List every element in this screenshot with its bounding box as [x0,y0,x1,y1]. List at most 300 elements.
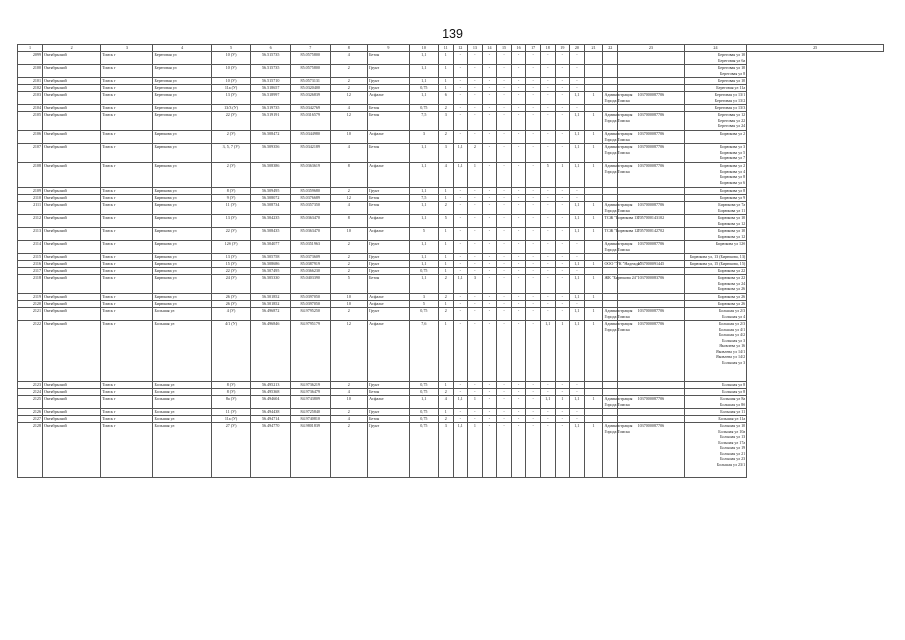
cell-c12: 1 [438,409,453,416]
cell-line: Бирюкова ул 8 [720,174,746,179]
cell-line: ТСЖ "Бирюкова 13" [604,215,641,220]
cell-lon: 85.0366230 [290,268,330,275]
cell-id: 2128 [18,423,43,478]
cell-line: Береговая ул 10 [717,78,746,83]
cell-c12: 1 [438,78,453,85]
cell-c14: - [468,301,483,308]
cell-district: Октябрьский [43,52,101,65]
cell-c19: - [540,268,555,275]
cell-id: 2101 [18,78,43,85]
cell-c17: - [511,228,526,241]
table-row [18,308,884,321]
cell-house: 8 (У) [211,382,251,389]
cell-c13: - [453,105,468,112]
cell-district: Октябрьский [43,85,101,92]
cell-lon: 85.0403390 [290,275,330,294]
cell-c15: - [482,241,497,254]
cell-c14: - [468,268,483,275]
cell-c21: 1,1 [570,228,585,241]
cell-line: Бирюкова ул 4 [720,168,746,174]
cell-ogrn [618,65,685,78]
cell-cover: Бетон [368,144,410,163]
table-row [18,294,884,301]
cell-addr [684,261,747,268]
cell-c20: - [555,188,570,195]
cell-district: Октябрьский [43,65,101,78]
table-row [18,92,884,105]
cell-district: Октябрьский [43,301,101,308]
cell-c18: - [526,105,541,112]
cell-c18: - [526,389,541,396]
cell-line: Большая ул 10 [720,423,746,428]
cell-addr [684,163,747,188]
cell-c15: - [482,65,497,78]
cell-c22 [584,85,603,92]
cell-c12: 2 [438,389,453,396]
cell-c17: - [511,65,526,78]
cell-house: 8 (У) [211,389,251,396]
cell-line: Администрация [604,92,633,97]
cell-addr [684,78,747,85]
cell-c11: 0,75 [409,308,438,321]
cell-c22: 1 [584,261,603,268]
cell-lon: 84.9801839 [290,423,330,478]
cell-c19: 1,1 [540,396,555,409]
cell-cat: 10 [330,294,368,301]
cell-c20: 1 [555,321,570,382]
cell-c20: - [555,294,570,301]
cell-id: 2099 [18,52,43,65]
table-row [18,163,884,188]
cell-district: Октябрьский [43,131,101,144]
cell-line: Бирюкова ул 10 [718,215,746,220]
cell-c13: - [453,308,468,321]
cell-c22 [584,241,603,254]
cell-line: Бирюкова ул, 15 (Бирюкова, 15) [689,261,746,266]
cell-cover: Грунт [368,188,410,195]
cell-c18: - [526,78,541,85]
cell-lon: 85.0373609 [290,254,330,261]
cell-c17: - [511,215,526,228]
cell-city: Томск г [101,396,153,409]
cell-owner [603,163,633,188]
cell-lon: 85.0397050 [290,294,330,301]
cell-city: Томск г [101,85,153,92]
cell-c19: - [540,105,555,112]
cell-lat: 56.504235 [251,215,291,228]
cell-c17: - [511,254,526,261]
cell-c11: 1,1 [409,254,438,261]
cell-addr [684,85,747,92]
table-row [18,261,884,268]
cell-addr [684,52,747,65]
cell-cover: Бетон [368,112,410,131]
cell-c16: - [497,416,512,423]
cell-district: Октябрьский [43,112,101,131]
cell-cat: 2 [330,188,368,195]
cell-c21: - [570,241,585,254]
cell-id: 2121 [18,308,43,321]
cell-c14: - [468,389,483,396]
cell-c13: - [453,195,468,202]
cell-c11: 7,5 [409,112,438,131]
cell-ogrn [618,52,685,65]
cell-cat: 12 [330,92,368,105]
cell-addr [684,228,747,241]
cell-c12: 1 [438,195,453,202]
cell-lat: 56.496872 [251,308,291,321]
cell-c19: - [540,112,555,131]
cell-street: Большая ул [153,389,211,396]
cell-cover: Бетон [368,105,410,112]
cell-id: 2113 [18,228,43,241]
cell-lon: 85.0316579 [290,112,330,131]
cell-c16: - [497,105,512,112]
cell-ogrn [618,301,685,308]
cell-id: 2103 [18,92,43,105]
cell-id: 2124 [18,389,43,396]
cell-c15: - [482,105,497,112]
cell-c21: 1,1 [570,396,585,409]
cell-c13: - [453,261,468,268]
cell-c13: - [453,294,468,301]
cell-c17: - [511,112,526,131]
cell-cat: 4 [330,105,368,112]
cell-lon: 85.0344980 [290,131,330,144]
column-header: 21 [584,45,603,52]
cell-city: Томск г [101,215,153,228]
cell-house: 26 (У) [211,294,251,301]
cell-c13: - [453,52,468,65]
cell-line: Бирюкова ул 22 [718,268,746,273]
cell-cat: 5 [330,275,368,294]
cell-c11: 0,75 [409,409,438,416]
column-header: 12 [453,45,468,52]
cell-street: Большая ул [153,409,211,416]
cell-line: Города Томска [604,117,630,123]
cell-lat: 56.509356 [251,144,291,163]
cell-city: Томск г [101,228,153,241]
cell-c17: - [511,92,526,105]
cell-line: Администрация [604,423,633,428]
cell-line: Большая ул 8а [720,396,746,401]
cell-c20: - [555,85,570,92]
cell-line: Бирюкова ул 9 [720,195,746,200]
cell-c19: - [540,195,555,202]
cell-c21: - [570,416,585,423]
cell-c12: 2 [438,416,453,423]
cell-c17: - [511,275,526,294]
cell-c11: 0,75 [409,389,438,396]
cell-c15: - [482,112,497,131]
cell-c18: - [526,294,541,301]
cell-owner [603,195,618,202]
cell-lon: 84.9736479 [290,389,330,396]
cell-c20: - [555,52,570,65]
cell-line: Администрация [604,396,633,401]
cell-c11: 0,75 [409,268,438,275]
table-row [18,52,884,65]
cell-c15: - [482,85,497,92]
cell-addr [684,202,747,215]
cell-c18: - [526,144,541,163]
cell-c22: 1 [584,396,603,409]
column-header: 3 [101,45,153,52]
cell-ogrn [618,382,685,389]
cell-street: Береговая ул [153,92,211,105]
cell-id: 2120 [18,301,43,308]
cell-line: Бирюкова ул 12б [715,241,746,246]
cell-lat: 56.494714 [251,416,291,423]
cell-c14: - [468,85,483,92]
cell-c15: - [482,268,497,275]
cell-addr [684,195,747,202]
cell-c11: 3 [409,294,438,301]
cell-cover: Грунт [368,78,410,85]
cell-house: 24 (У) [211,275,251,294]
cell-line: Бирюкова ул 6 [720,179,746,185]
cell-line: Бирюкова ул 7а [718,202,746,207]
cell-house: 9 (У) [211,195,251,202]
cell-city: Томск г [101,261,153,268]
cell-c11: 1,1 [409,144,438,163]
cell-street: Бирюкова ул [153,188,211,195]
cell-line: ООО "УК "Надежда" [604,261,642,266]
table-row [18,396,884,409]
cell-street: Бирюкова ул [153,301,211,308]
cell-c21: 1,1 [570,131,585,144]
cell-c22 [584,254,603,261]
cell-c20: - [555,105,570,112]
cell-c20: - [555,92,570,105]
table-row [18,409,884,416]
cell-line: Бирюкова ул 26 [718,294,746,299]
cell-cat: 4 [330,416,368,423]
cell-c18: - [526,268,541,275]
cell-c16: - [497,131,512,144]
cell-lon: 85.0363619 [290,163,330,188]
cell-street: Бирюкова ул [153,261,211,268]
cell-line: Береговая ул 12 [717,112,746,117]
cell-ogrn [618,85,685,92]
cell-house: 4/1 (У) [211,321,251,382]
cell-city: Томск г [101,202,153,215]
cell-house: 11 (У) [211,202,251,215]
cell-c22 [584,195,603,202]
cell-ogrn: 1037000083706 [618,275,685,294]
cell-c18: - [526,416,541,423]
cell-line: Береговая ул 24 [717,123,746,128]
cell-cat: 2 [330,382,368,389]
cell-house: 11а (У) [211,416,251,423]
cell-city: Томск г [101,188,153,195]
cell-c11: 1,1 [409,92,438,105]
cell-ogrn: 1037000087706 [618,396,685,409]
cell-line: Бирюкова ул 2 [720,131,746,136]
cell-id: 2102 [18,85,43,92]
cell-lon: 84.9795250 [290,308,330,321]
cell-line: Большая ул 4/2 [718,332,746,337]
table-row [18,241,884,254]
cell-c11: 3 [409,131,438,144]
cell-id: 2116 [18,261,43,268]
cell-c21: 1,1 [570,92,585,105]
cell-c15: - [482,275,497,294]
cell-c12: 1 [438,254,453,261]
cell-line: Береговая ул 22 [717,117,746,123]
cell-ogrn: 1037000087706 [618,423,685,478]
column-header: 13 [468,45,483,52]
cell-line: Большая ул 13 [720,434,746,439]
cell-city: Томск г [101,144,153,163]
cell-line: Города Томска [604,168,630,174]
cell-c16: - [497,308,512,321]
cell-lon: 84.9725840 [290,409,330,416]
cell-line: Города Томска [604,136,630,142]
cell-c21: 1,1 [570,144,585,163]
cell-city: Томск г [101,241,153,254]
cell-line: Города Томска [604,428,630,434]
cell-line: Бирюкова ул 26 [718,286,746,291]
cell-c11: 1,1 [409,78,438,85]
cell-c11: 1,1 [409,275,438,294]
cell-cover: Асфальт [368,301,410,308]
cell-line: Бирюкова ул 11 [718,207,746,213]
cell-c21: - [570,268,585,275]
cell-lat: 56.495368 [251,389,291,396]
table-row [18,389,884,396]
column-header: 2 [43,45,101,52]
cell-c14: - [468,215,483,228]
cell-cover: Грунт [368,261,410,268]
cell-district: Октябрьский [43,409,101,416]
cell-cat: 2 [330,308,368,321]
cell-c21: - [570,65,585,78]
cell-lat: 56.494604 [251,396,291,409]
cell-c21: 1,1 [570,202,585,215]
cell-addr [684,382,747,389]
cell-c16: - [497,294,512,301]
cell-lon: 85.0351963 [290,241,330,254]
cell-c14: - [468,382,483,389]
cell-cover: Бетон [368,202,410,215]
cell-id: 2106 [18,131,43,144]
cell-c12: 4 [438,163,453,188]
cell-c13: - [453,112,468,131]
cell-c18: - [526,131,541,144]
column-header: 19 [555,45,570,52]
column-header: 14 [482,45,497,52]
cell-c21: - [570,301,585,308]
cell-addr [684,294,747,301]
cell-cover: Грунт [368,268,410,275]
cell-c21: - [570,105,585,112]
cell-line: Бирюкова ул 24 [718,280,746,286]
cell-c15: - [482,163,497,188]
cell-line: Бирюкова ул 22 [718,275,746,280]
cell-cover: Асфальт [368,228,410,241]
cell-city: Томск г [101,65,153,78]
cell-owner [603,321,633,382]
cell-lat: 56.515710 [251,78,291,85]
cell-city: Томск г [101,301,153,308]
cell-c15: - [482,144,497,163]
cell-lon: 85.0320400 [290,85,330,92]
cell-owner [603,389,618,396]
cell-c21: 1,1 [570,294,585,301]
cell-c14: - [468,105,483,112]
cell-owner [603,409,618,416]
table-row [18,382,884,389]
cell-c12: 1 [438,65,453,78]
cell-lat: 56.507495 [251,268,291,275]
cell-id: 2123 [18,382,43,389]
cell-c18: - [526,275,541,294]
cell-c15: - [482,321,497,382]
cell-line: Яковлева ул 14/1 [716,348,746,354]
cell-addr [684,389,747,396]
cell-c20: - [555,261,570,268]
cell-lat: 56.501852 [251,294,291,301]
cell-street: Бирюкова ул [153,131,211,144]
cell-cover: Грунт [368,85,410,92]
cell-house: 13/3 (У) [211,105,251,112]
cell-house: 10 (У) [211,52,251,65]
cell-owner [603,241,633,254]
cell-addr [684,301,747,308]
cell-c20: - [555,195,570,202]
cell-id: 2127 [18,416,43,423]
cell-street: Бирюкова ул [153,144,211,163]
cell-c11: 1,1 [409,188,438,195]
cell-addr [684,131,747,144]
cell-street: Большая ул [153,382,211,389]
cell-c13: - [453,215,468,228]
cell-line: Большая ул 10а [718,428,746,434]
cell-city: Томск г [101,78,153,85]
cell-c12: 3 [438,112,453,131]
cell-city: Томск г [101,416,153,423]
cell-c18: - [526,396,541,409]
cell-line: Города Томска [604,401,630,407]
cell-street: Бирюкова ул [153,241,211,254]
cell-c16: - [497,396,512,409]
cell-addr [684,105,747,112]
cell-lon: 84.9736219 [290,382,330,389]
cell-house: 8 (У) [211,188,251,195]
cell-c22: 1 [584,275,603,294]
cell-c16: - [497,144,512,163]
table-row [18,112,884,131]
cell-lat: 56.508072 [251,195,291,202]
cell-ogrn: 1037000087706 [618,241,685,254]
table-row [18,321,884,382]
cell-c12: 1 [438,241,453,254]
cell-district: Октябрьский [43,195,101,202]
cell-c19: 5 [540,163,555,188]
cell-line: Бирюкова ул, 13 (Бирюкова, 13) [689,254,746,259]
cell-c22 [584,416,603,423]
cell-addr [684,65,747,78]
cell-c22: 1 [584,92,603,105]
cell-c16: - [497,195,512,202]
cell-line: Большая ул 21 [720,450,746,456]
cell-c13: - [453,85,468,92]
cell-line: Администрация [604,131,633,136]
cell-line: Бирюкова ул 10 [718,228,746,233]
cell-line: Большая ул 2/3 [718,321,746,326]
cell-c19: - [540,92,555,105]
